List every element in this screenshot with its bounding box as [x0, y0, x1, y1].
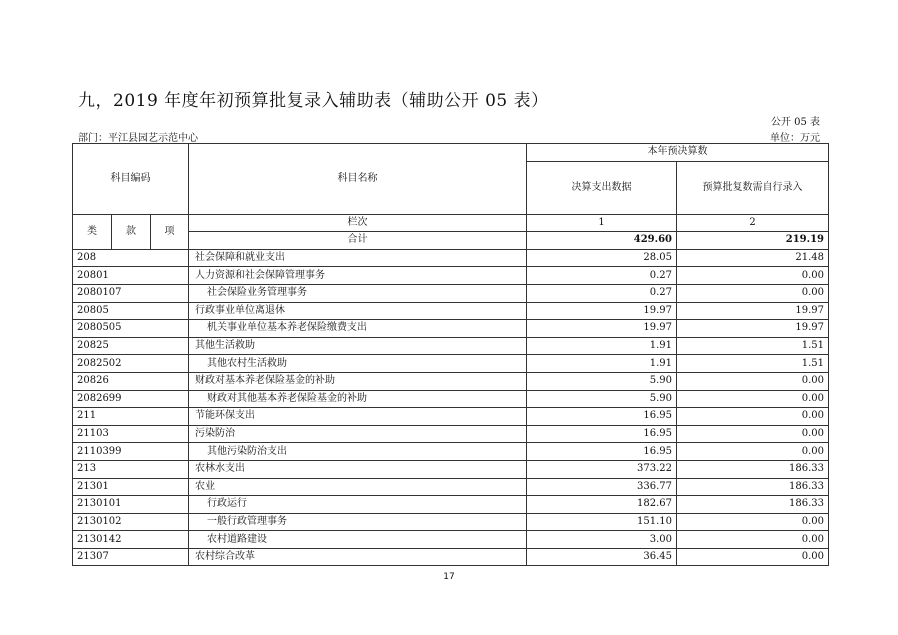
subject-name-cell: 人力资源和社会保障管理事务: [189, 267, 527, 285]
table-row: [73, 478, 829, 496]
final-value-cell: 19.97: [527, 320, 677, 338]
budget-value-cell: 1.51: [677, 337, 829, 355]
final-value-cell: 16.95: [527, 425, 677, 443]
final-value-cell: 5.90: [527, 390, 677, 408]
budget-value-cell: 0.00: [677, 513, 829, 531]
subject-code-cell: 2080107: [73, 284, 189, 302]
budget-value-cell: 1.51: [677, 355, 829, 373]
final-value-cell: 373.22: [527, 460, 677, 478]
subject-code-cell: 211: [73, 408, 189, 426]
department-label: 部门：平江县园艺示范中心: [78, 133, 198, 144]
table-row: [73, 355, 829, 373]
final-value-cell: 3.00: [527, 531, 677, 549]
budget-value-cell: 186.33: [677, 496, 829, 514]
header-subject-name: 科目名称: [189, 144, 527, 215]
final-value-cell: 151.10: [527, 513, 677, 531]
subject-code-cell: 2130142: [73, 531, 189, 549]
table-row: [73, 443, 829, 461]
budget-value-cell: 0.00: [677, 267, 829, 285]
subject-name-cell: 农业: [189, 478, 527, 496]
table-row: [73, 460, 829, 478]
budget-table: [72, 143, 829, 566]
subject-code-cell: 2082502: [73, 355, 189, 373]
table-row: [73, 425, 829, 443]
subject-name-cell: 机关事业单位基本养老保险缴费支出: [189, 320, 527, 338]
budget-value-cell: 0.00: [677, 284, 829, 302]
header-kuan: 款: [112, 214, 151, 249]
header-col-final: 决算支出数据: [527, 161, 677, 214]
subject-name-cell: 财政对其他基本养老保险基金的补助: [189, 390, 527, 408]
subject-code-cell: 2110399: [73, 443, 189, 461]
subject-code-cell: 20825: [73, 337, 189, 355]
subject-code-cell: 2080505: [73, 320, 189, 338]
subject-name-cell: 其他污染防治支出: [189, 443, 527, 461]
total-final-value: 429.60: [527, 232, 677, 250]
table-row: [73, 372, 829, 390]
subject-name-cell: 污染防治: [189, 425, 527, 443]
total-label: 合计: [189, 232, 527, 250]
budget-value-cell: 19.97: [677, 302, 829, 320]
final-value-cell: 0.27: [527, 267, 677, 285]
final-value-cell: 182.67: [527, 496, 677, 514]
subject-code-cell: 20801: [73, 267, 189, 285]
subject-code-cell: 208: [73, 249, 189, 267]
final-value-cell: 36.45: [527, 548, 677, 566]
subject-name-cell: 节能环保支出: [189, 408, 527, 426]
subject-code-cell: 20826: [73, 372, 189, 390]
header-col2-number: 2: [677, 214, 829, 232]
table-row: [73, 302, 829, 320]
final-value-cell: 19.97: [527, 302, 677, 320]
subject-name-cell: 农村综合改革: [189, 548, 527, 566]
final-value-cell: 28.05: [527, 249, 677, 267]
subject-name-cell: 其他农村生活救助: [189, 355, 527, 373]
table-row: [73, 249, 829, 267]
subject-code-cell: 213: [73, 460, 189, 478]
subject-name-cell: 农村道路建设: [189, 531, 527, 549]
budget-value-cell: 0.00: [677, 443, 829, 461]
header-col-budget: 预算批复数需自行录入: [677, 161, 829, 214]
document-title: 九，2019 年度年初预算批复录入辅助表（辅助公开 05 表）: [78, 91, 549, 111]
subject-code-cell: 20805: [73, 302, 189, 320]
table-row: [73, 496, 829, 514]
header-current-year: 本年预决算数: [527, 144, 829, 162]
table-row: [73, 408, 829, 426]
budget-value-cell: 0.00: [677, 390, 829, 408]
page-number: 17: [443, 572, 455, 582]
unit-label: 单位：万元: [770, 133, 820, 144]
subject-name-cell: 农林水支出: [189, 460, 527, 478]
final-value-cell: 0.27: [527, 284, 677, 302]
table-row: [73, 390, 829, 408]
final-value-cell: 16.95: [527, 443, 677, 461]
subject-name-cell: 一般行政管理事务: [189, 513, 527, 531]
total-budget-value: 219.19: [677, 232, 829, 250]
header-xiang: 项: [151, 214, 189, 249]
subject-code-cell: 21103: [73, 425, 189, 443]
header-col1-number: 1: [527, 214, 677, 232]
subject-name-cell: 其他生活救助: [189, 337, 527, 355]
budget-value-cell: 0.00: [677, 531, 829, 549]
table-row: [73, 531, 829, 549]
table-row: [73, 267, 829, 285]
subject-name-cell: 行政运行: [189, 496, 527, 514]
final-value-cell: 1.91: [527, 337, 677, 355]
budget-value-cell: 21.48: [677, 249, 829, 267]
final-value-cell: 16.95: [527, 408, 677, 426]
table-row: [73, 284, 829, 302]
budget-value-cell: 0.00: [677, 408, 829, 426]
final-value-cell: 336.77: [527, 478, 677, 496]
subject-name-cell: 行政事业单位离退休: [189, 302, 527, 320]
final-value-cell: 5.90: [527, 372, 677, 390]
budget-value-cell: 0.00: [677, 548, 829, 566]
table-row: [73, 320, 829, 338]
budget-value-cell: 186.33: [677, 460, 829, 478]
budget-value-cell: 0.00: [677, 372, 829, 390]
budget-value-cell: 19.97: [677, 320, 829, 338]
table-row: [73, 548, 829, 566]
table-row: [73, 513, 829, 531]
subject-name-cell: 社会保险业务管理事务: [189, 284, 527, 302]
subject-name-cell: 财政对基本养老保险基金的补助: [189, 372, 527, 390]
budget-value-cell: 0.00: [677, 425, 829, 443]
subject-code-cell: 2082699: [73, 390, 189, 408]
subject-name-cell: 社会保障和就业支出: [189, 249, 527, 267]
header-lanci: 栏次: [189, 214, 527, 232]
final-value-cell: 1.91: [527, 355, 677, 373]
header-lei: 类: [73, 214, 112, 249]
subject-code-cell: 21301: [73, 478, 189, 496]
form-number: 公开 05 表: [770, 117, 820, 128]
subject-code-cell: 2130101: [73, 496, 189, 514]
subject-code-cell: 21307: [73, 548, 189, 566]
subject-code-cell: 2130102: [73, 513, 189, 531]
budget-value-cell: 186.33: [677, 478, 829, 496]
table-row: [73, 337, 829, 355]
header-subject-code: 科目编码: [73, 144, 189, 215]
